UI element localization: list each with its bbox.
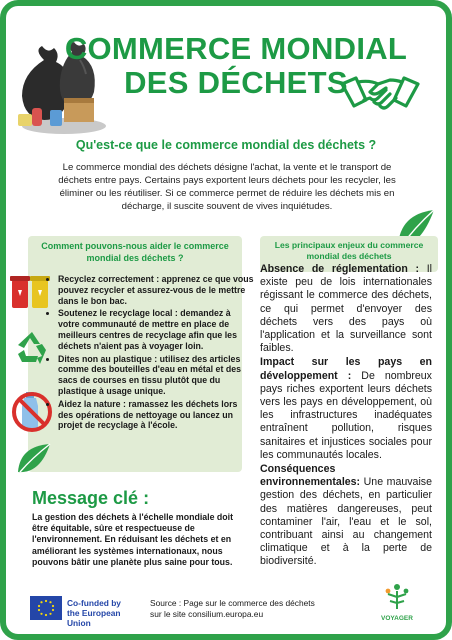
list-item: • Soutenez le recyclage local : demandez à votre communauté de mettre en place de meilleurs centres de recyclage afin que les déchets n'aient pas à voyager loin. <box>58 308 254 351</box>
help-box-title: Comment pouvons-nous aider le commerce mondial des déchets ? <box>41 241 229 263</box>
eu-funding-badge <box>30 596 142 628</box>
key-message-text: La gestion des déchets à l'échelle mondiale doit être équitable, sûre et respectueuse de l'environnement. En réduisant les déchets et en améliorant les systèmes internationaux, nous pouvons bâtir une planète plus saine pour tous. <box>32 512 234 567</box>
issue-heading: Conséquences environnementales: <box>260 463 361 489</box>
source-note: Source : Page sur le commerce des déchets sur le site consilium.europa.eu <box>150 598 315 619</box>
issue-text: Il existe peu de lois internationales régissant le commerce des déchets, ce qui permet d'envoyer des déchets vers des pays où l'application et la surveillance sont faibles. <box>260 263 432 355</box>
issue-text: Une mauvaise gestion des déchets, en particulier des matières dangereuses, peut contaminer l'air, l'eau et le sol, contribuant ainsi au changement climatique et à la perte de biodiversité. <box>260 476 432 568</box>
voyager-name: VOYAGER <box>381 615 413 622</box>
tips-list <box>44 274 254 433</box>
key-message-title: Message clé : <box>32 488 150 508</box>
issues-box-title: Les principaux enjeux du commerce mondial des déchets <box>274 240 424 261</box>
list-item <box>260 463 432 569</box>
voyager-logo-icon <box>382 581 412 613</box>
issue-text: De nombreux pays riches exportent leurs déchets vers les pays en développement, où les infrastructures inadéquates entraînent pollution, risques sanitaires et injustices sociales pour les communautés locales. <box>260 369 432 461</box>
section-question: Qu'est-ce que le commerce mondial des déchets ? <box>75 138 377 152</box>
list-item <box>260 263 432 355</box>
list-item: • Recyclez correctement : apprenez ce que vous pouvez recycler et assurez-vous de le mettre dans le bon bac. <box>58 274 254 306</box>
issue-heading: Impact sur les pays en développement : <box>260 356 432 382</box>
eu-line-1: Co-funded by <box>67 598 121 608</box>
issue-heading: Absence de réglementation : <box>260 263 420 275</box>
eu-funding-text <box>67 598 143 628</box>
handshake-icon <box>340 70 420 122</box>
list-item <box>260 356 432 462</box>
intro-paragraph: Le commerce mondial des déchets désigne l'achat, la vente et le transport de déchets entre pays. Certains pays exportent leurs déchets pour les recycler, les éliminer ou les réutiliser. Si ce commerce permet de réduire les déchets mis en décharge, il suscite souvent de vives inquiétudes. <box>58 162 396 212</box>
eu-flag-icon <box>30 596 62 620</box>
list-item: • Dites non au plastique : utilisez des articles comme des bouteilles d'eau en métal et des sacs de courses en tissu plutôt que du plastique à usage unique. <box>58 354 254 397</box>
title-line-1: COMMERCE MONDIAL <box>64 31 408 66</box>
leaf-icon <box>12 442 52 476</box>
title-line-2: DES DÉCHETS <box>124 65 348 100</box>
issues-list <box>260 263 432 570</box>
voyager-logo <box>368 581 426 631</box>
list-item: • Aidez la nature : ramassez les déchets lors des opérations de nettoyage ou lancez un projet de recyclage à l'école. <box>58 399 254 431</box>
eu-line-2: the European Union <box>67 608 121 628</box>
